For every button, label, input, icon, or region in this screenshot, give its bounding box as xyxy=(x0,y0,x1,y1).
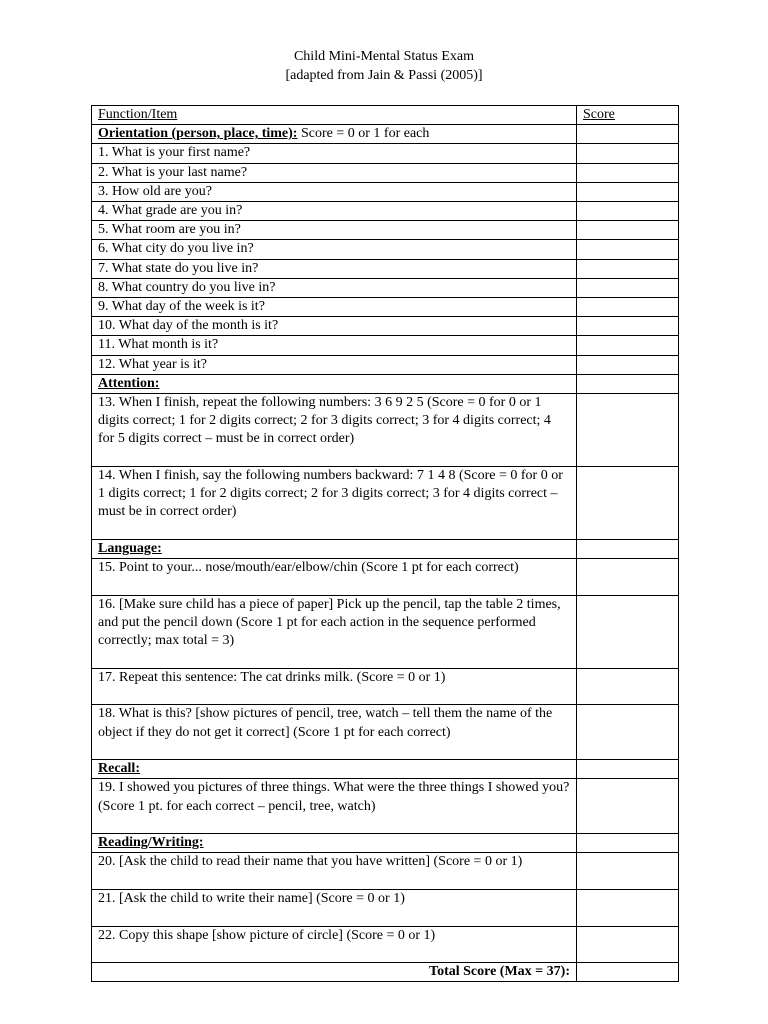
column-header-item: Function/Item xyxy=(92,106,577,125)
item-text: 10. What day of the month is it? xyxy=(92,317,577,336)
total-row xyxy=(92,963,679,982)
score-cell[interactable] xyxy=(577,355,679,374)
section-heading: Language: xyxy=(92,540,577,559)
score-cell[interactable] xyxy=(577,853,679,890)
table-row xyxy=(92,467,679,540)
item-text: 7. What state do you live in? xyxy=(92,259,577,278)
item-text: 2. What is your last name? xyxy=(92,163,577,182)
item-text: 12. What year is it? xyxy=(92,355,577,374)
score-cell[interactable] xyxy=(577,668,679,705)
score-cell[interactable] xyxy=(577,890,679,927)
item-text: 15. Point to your... nose/mouth/ear/elbow/chin (Score 1 pt for each correct) xyxy=(92,559,577,596)
section-heading: Recall: xyxy=(92,760,577,779)
section-recall xyxy=(92,760,679,779)
item-text: 20. [Ask the child to read their name that you have written] (Score = 0 or 1) xyxy=(92,853,577,890)
table-row xyxy=(92,278,679,297)
item-text: 8. What country do you live in? xyxy=(92,278,577,297)
section-orientation-cell xyxy=(92,125,577,144)
item-text: 18. What is this? [show pictures of pencil, tree, watch – tell them the name of the object if they do not get it correct] (Score 1 pt for each correct) xyxy=(92,705,577,760)
table-row xyxy=(92,355,679,374)
table-row xyxy=(92,559,679,596)
item-text: 3. How old are you? xyxy=(92,182,577,201)
table-row xyxy=(92,853,679,890)
table-row xyxy=(92,595,679,668)
score-cell[interactable] xyxy=(577,317,679,336)
score-cell[interactable] xyxy=(577,163,679,182)
score-cell[interactable] xyxy=(577,374,679,393)
score-cell[interactable] xyxy=(577,760,679,779)
total-score-label: Total Score (Max = 37): xyxy=(92,963,577,982)
section-language xyxy=(92,540,679,559)
table-row xyxy=(92,202,679,221)
score-cell[interactable] xyxy=(577,221,679,240)
score-cell[interactable] xyxy=(577,202,679,221)
document-title: Child Mini-Mental Status Exam xyxy=(293,49,475,64)
score-cell[interactable] xyxy=(577,144,679,163)
table-row xyxy=(92,394,679,467)
section-orientation xyxy=(92,125,679,144)
table-row xyxy=(92,336,679,355)
score-cell[interactable] xyxy=(577,595,679,668)
table-row xyxy=(92,182,679,201)
item-text: 4. What grade are you in? xyxy=(92,202,577,221)
score-cell[interactable] xyxy=(577,779,679,834)
score-cell[interactable] xyxy=(577,467,679,540)
table-row xyxy=(92,259,679,278)
table-row xyxy=(92,240,679,259)
table-row xyxy=(92,779,679,834)
score-cell[interactable] xyxy=(577,278,679,297)
table-row xyxy=(92,163,679,182)
exam-table xyxy=(91,105,679,982)
score-cell[interactable] xyxy=(577,259,679,278)
document-header xyxy=(0,48,768,85)
score-cell[interactable] xyxy=(577,125,679,144)
score-cell[interactable] xyxy=(577,834,679,853)
item-text: 5. What room are you in? xyxy=(92,221,577,240)
section-attention xyxy=(92,374,679,393)
table-row xyxy=(92,317,679,336)
column-header-score: Score xyxy=(577,106,679,125)
section-heading: Orientation (person, place, time): xyxy=(98,126,298,142)
item-text: 13. When I finish, repeat the following numbers: 3 6 9 2 5 (Score = 0 for 0 or 1 digits correct; 1 for 2 digits correct; 2 for 3 digits correct; 3 for 4 digits correct; 4 for 5 digits correct – must be in correct order) xyxy=(92,394,577,467)
table-row xyxy=(92,705,679,760)
item-text: 19. I showed you pictures of three things. What were the three things I showed you? (Score 1 pt. for each correct – pencil, tree, watch) xyxy=(92,779,577,834)
section-heading: Attention: xyxy=(92,374,577,393)
item-text: 11. What month is it? xyxy=(92,336,577,355)
item-text: 21. [Ask the child to write their name] (Score = 0 or 1) xyxy=(92,890,577,927)
table-row xyxy=(92,668,679,705)
score-cell[interactable] xyxy=(577,705,679,760)
total-score-cell[interactable] xyxy=(577,963,679,982)
score-cell[interactable] xyxy=(577,394,679,467)
score-cell[interactable] xyxy=(577,926,679,963)
section-reading-writing xyxy=(92,834,679,853)
document-subtitle: [adapted from Jain & Passi (2005)] xyxy=(285,67,483,83)
table-row xyxy=(92,298,679,317)
score-cell[interactable] xyxy=(577,182,679,201)
item-text: 6. What city do you live in? xyxy=(92,240,577,259)
table-header-row xyxy=(92,106,679,125)
score-cell[interactable] xyxy=(577,540,679,559)
item-text: 14. When I finish, say the following numbers backward: 7 1 4 8 (Score = 0 for 0 or 1 digits correct; 1 for 2 digits correct; 2 for 3 digits correct; 3 for 4 digits correct – must be in correct order) xyxy=(92,467,577,540)
score-cell[interactable] xyxy=(577,240,679,259)
section-note: Score = 0 or 1 for each xyxy=(297,126,430,142)
table-row xyxy=(92,926,679,963)
table-row xyxy=(92,890,679,927)
section-heading: Reading/Writing: xyxy=(92,834,577,853)
score-cell[interactable] xyxy=(577,336,679,355)
table-row xyxy=(92,221,679,240)
item-text: 22. Copy this shape [show picture of circle] (Score = 0 or 1) xyxy=(92,926,577,963)
item-text: 1. What is your first name? xyxy=(92,144,577,163)
score-cell[interactable] xyxy=(577,298,679,317)
item-text: 16. [Make sure child has a piece of paper] Pick up the pencil, tap the table 2 times, and put the pencil down (Score 1 pt for each action in the sequence performed correctly; max total = 3) xyxy=(92,595,577,668)
table-row xyxy=(92,144,679,163)
item-text: 9. What day of the week is it? xyxy=(92,298,577,317)
score-cell[interactable] xyxy=(577,559,679,596)
item-text: 17. Repeat this sentence: The cat drinks milk. (Score = 0 or 1) xyxy=(92,668,577,705)
